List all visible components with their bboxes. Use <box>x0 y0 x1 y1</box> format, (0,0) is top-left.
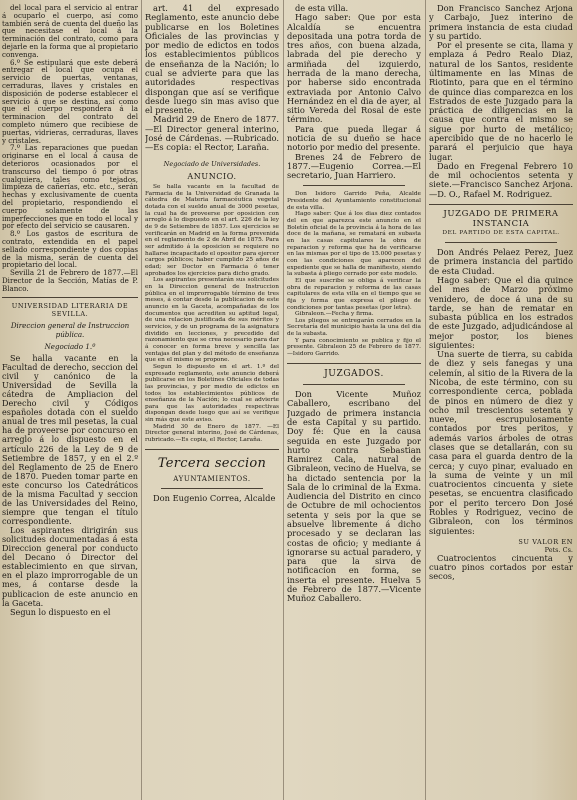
paragraph: 8.º Los gastos de escritura de contrato, extendida en el papel sellado correspondiente y dos copias de la misma, serán de cuenta del propietario del local. <box>2 229 138 270</box>
column-4 <box>429 4 573 798</box>
column-divider <box>141 0 142 800</box>
paragraph: El que suscribe se obliga á verificar la obra de reparacion y reforma de las casas capitulares de esta villa en el tiempo que se fija y forma que expresa el pliego de condiciones por tantas pesetas (por letra). <box>287 277 421 311</box>
paragraph: Gibraleon.—Fecha y firma. <box>295 311 374 318</box>
paragraph: art. 41 del expresado Reglamento, este anuncio debe publicarse en los Boletines Oficiales de las provincias y por medio de edictos en todos los establecimientos públicos de enseñanza de la Nación; lo cual se advierte para que las autoridades respectivas dispongan que así se verifique desde luego sin mas aviso que el presente. <box>145 4 279 116</box>
section-subtitle: DEL PARTIDO DE ESTA CAPITAL. <box>442 230 560 237</box>
paragraph: Segun lo dispuesto en el <box>10 606 111 617</box>
paragraph: Los aspirantes presentarán sus solicitudes en la Direccion general de Instruccion pública en el improrrogable término de tres meses, á contar desde la publicacion de este anuncio en la Gaceta, acompañadas de los documentos que acrediten su aptitud legal, de una relacion justificada de sus méritos y servicios, y de un programa de la asignatura dividido en lecciones, y precedido del razonamiento que se crea necesario para dar á conocer en forma breve y sencilla las ventajas del plan y del método de enseñanza que en el mismo se propone. <box>145 277 279 364</box>
paragraph: 7.º Las reparaciones que puedan originarse en el local á causa de deterioros ocasionados por el transcurso del tiempo ó por otras cualquiera, tales como tejados, limpieza de cañerías, etc. etc., serán hechas y exclusivamente de cuenta del propietario, respondiendo el cuerpo solamente de las imperfecciones que en todo el local y por efecto del servicio se causaren. <box>2 143 138 231</box>
university-header: UNIVERSIDAD LITERARIA DE SEVILLA. <box>11 302 129 318</box>
ayuntamientos-label: AYUNTAMIENTOS. <box>173 474 251 483</box>
divider <box>303 185 405 186</box>
negociado-label: Negociado 1.º <box>44 341 96 351</box>
anuncio-title: ANUNCIO. <box>187 171 237 181</box>
price-label: SU VALOR EN <box>518 537 573 546</box>
column-divider <box>425 0 426 800</box>
divider <box>145 449 279 450</box>
paragraph: Don Francisco Sanchez Arjona y Carbajo, Juez interino de primera instancia de esta ciudad y su partido. <box>429 4 573 41</box>
section-title: Tercera seccion <box>157 455 267 471</box>
section-label: JUZGADOS. <box>324 368 384 379</box>
paragraph: Una suerte de tierra, su cabida de diez y seis fanegas y una celemín, al sitio de la Rivera de la Nicoba, de este término, con su correspondiente cerca, poblada de pinos en número de diez y ocho mil trescientos setenta y nueve, escrupulosamente contados por tres peritos, y además varios árboles de otras clases que se detallarán, con su casa para el guarda dentro de la cerca; y cuyo pinar, evaluado en la suma de veinte y un mil cuatrocientos cincuenta y siete pesetas, se encuentra clasificado por el perito tercero Don José Robles y Rodriguez, vecino de Gibraleon, con los términos siguientes: <box>429 349 573 536</box>
paragraph: de esta villa. <box>295 4 349 13</box>
signature-line: Madrid 29 de Enero de 1877.—El Director general interino, José de Cárdenas. —Rubricado.—Es copia: el Rector, Laraña. <box>145 114 279 153</box>
paragraph: Hago saber: Que el dia quince del mes de Marzo próximo venidero, de doce á una de su tarde, se han de rematar en subasta pública en los estrados de este Juzgado, adjudicándose al mejor postor, los bienes siguientes: <box>429 274 573 350</box>
paragraph: Para que pueda llegar á noticia de su dueño se hace notorio por medio del presente. <box>287 123 421 153</box>
divider <box>2 297 138 298</box>
paragraph: Los aspirantes dirigirán sus solicitudes documentadas á esta Direccion general por conducto del Decano ó Director del establecimiento en que sirvan, en el plazo improrrogable de un mes, á contarse desde la publicacion de este anuncio en la Gaceta. <box>2 525 138 608</box>
direccion-heading: Direccion general de Instruccion pública. <box>10 321 130 339</box>
paragraph: Hago saber: Que por esta Alcaldía se encuentra depositada una potra torda de tres años, con buena alzada, labrada del pie derecho y armiñada del izquierdo, herrada de la mano derecha, por haberse sido encontrada extraviada por Antonio Calvo Hernández en el dia de ayer, al sitio Vereda del Rosal de este término. <box>287 12 421 125</box>
paragraph: 6.º Se estipulará que este deberá entregar el local que ocupa el servicio de puertas, ventanas, cerraduras, llaves y cristales en disposición de poderse establecer el servicio á que se destina, así como que el cuerpo respondera á la terminacion del contrato del completo número que recibiese de puertas, vidrieras, cerraduras, llaves y cristales. <box>2 57 138 145</box>
signature-line: Sevilla 21 de Febrero de 1877.—El Director de la Sección, Matías de P. Blanco. <box>2 268 138 293</box>
paragraph: Don Andrés Pelaez Perez, Juez de primera instancia del partido de esta Ciudad. <box>429 247 573 276</box>
paragraph: Segun lo dispuesto en el art. 1.º del expresado reglamento, este anuncio deberá publicarse en los Boletines Oficiales de todas las provincias, y por medio de edictos en todos los establecimientos públicos de enseñanza de la Nación; lo cual se advierte para que las autoridades respectivas dispongan desde luego que así se verifique sin más que este aviso. <box>145 363 279 424</box>
column-divider <box>283 0 284 800</box>
paragraph: Hago saber: Que á los dias diez contados del en que aparezca este anuncio en el Boletín oficial de la provincia á la hora de las doce de la mañana, se rematará en subasta en las casas capitulares la obra de reparacion y reforma que ha de verificarse en las mismas por el tipo de 15.000 pesetas y con las condiciones que aparecen del expediente que se halla de manifiesto, siendo la subasta á pliego cerrado por este modelo. <box>287 211 421 278</box>
paragraph: Cuatrocientos cincuenta y cuatro pinos cortados por estar secos, <box>429 552 573 582</box>
negociado-label: Negociado de Universidades. <box>163 159 261 168</box>
column-1 <box>2 4 138 798</box>
divider <box>429 204 573 205</box>
divider <box>303 384 405 385</box>
paragraph: Por el presente se cita, llama y emplaza á Pedro Realo Diaz, natural de los Santos, residente últimamente en las Minas de Riotinto, para que en el término de quince dias comparezca en los Estrados de este Juzgado para la práctica de diligencias en la causa que contra el mismo se sigue por hurto de metálico; apercibido que de no hacerlo le parará el perjuicio que haya lugar. <box>429 40 573 162</box>
price-unit: Pets. Cs. <box>544 545 573 554</box>
paragraph: Se halla vacante en la facultad de Farmacia de la Universidad de Granada la cátedra de Materia farmacéutica vegetal dotada con el sueldo anual de 3000 pesetas, la cual ha de proveerse por oposicion con arreglo á lo dispuesto en el art. 226 de la ley de 9 de Setiembre de 1857. Los ejercicios se verificarán en Madrid en la forma prevenida en el reglamento de 2 de Abril de 1875. Para ser admitido á la oposicion se requiere no hallarse incapacitado el opositor para ejercer cargos públicos; haber cumplido 25 años de edad; ser Doctor en Farmacia ó tener aprobados los ejercicios para dicho grado. <box>145 184 279 277</box>
paragraph: Los pliegos se entregarán cerrados en la Secretaría del municipio hasta la una del dia de la subasta. <box>287 317 421 338</box>
divider <box>161 488 263 489</box>
paragraph: del local para el servicio al entrar á ocuparlo el cuerpo, así como también será de cuenta del dueño las que necesitase el local á la terminación del contrato, como para dejarle en la forma que al propietario convenga. <box>2 4 138 59</box>
paragraph: Se halla vacante en la Facultad de derecho, seccion del civil y canónico de la Universidad de Sevilla la cátedra de Ampliacion del Derecho civil y Códigos españoles dotada con el sueldo anual de tres mil pesetas, la cual ha de proveerse por concurso en arreglo á lo dispuesto en el artículo 226 de la Ley de 9 de Setiembre de 1857, y en el 2.º del Reglamento de 25 de Enero de 1870. Pueden tomar parte en este concurso los Catedráticos de la misma Facultad y seccion de las Universidades del Reino, siempre que tengan el título correspondiente. <box>2 352 138 527</box>
signature-line: Brenes 24 de Febrero de 1877.—Eugenio Correa.—El secretario, Juan Harriero. <box>287 151 421 181</box>
signature-line: Dado en Fregenal Febrero 10 de mil ochocientos setenta y siete.—Francisco Sanchez Arjona.—D. O., Rafael M. Rodriguez. <box>429 160 573 199</box>
divider <box>287 363 421 364</box>
column-3 <box>287 4 421 798</box>
paragraph: Y para conocimiento se publica y fijo el presente. Gibraleon 25 de Febrero de 1877.—Isidoro Garrido. <box>287 337 421 358</box>
section-title: JUZGADO DE PRIMERA INSTANCIA <box>443 208 559 229</box>
paragraph: Don Isidoro Garrido Peña, Alcalde Presidente del Ayuntamiento constitucional de esta villa. <box>287 191 421 211</box>
signature-line: Madrid 30 de Enero de 1877. —El Director general interino, José de Cárdenas, rubricado.—Es copia, el Rector, Laraña. <box>145 423 279 444</box>
divider <box>445 242 557 243</box>
price-header <box>429 538 573 554</box>
column-2 <box>145 4 279 798</box>
paragraph: Don Eugenio Correa, Alcalde <box>153 492 276 503</box>
paragraph: Don Vicente Muñoz Caballero, escribano del Juzgado de primera instancia de esta Capital y su partido. Doy fé: Que en la causa seguida en este Juzgado por hurto contra Sebastian Ramirez Cala, natural de Gibraleon, vecino de Huelva, se ha dictado sentencia por la Sala de lo criminal de la Exma. Audiencia del Distrito en cinco de Octubre de mil ochocientos setenta y seis por la que se absuelve libremente á dicho procesado y se declaran las costas de oficio; y mediante á ignorarse su actual paradero, y para que la sirva de notificacion en forma, se inserta el presente. Huelva 5 de Febrero de 1877.—Vicente Muñoz Caballero. <box>287 389 421 604</box>
